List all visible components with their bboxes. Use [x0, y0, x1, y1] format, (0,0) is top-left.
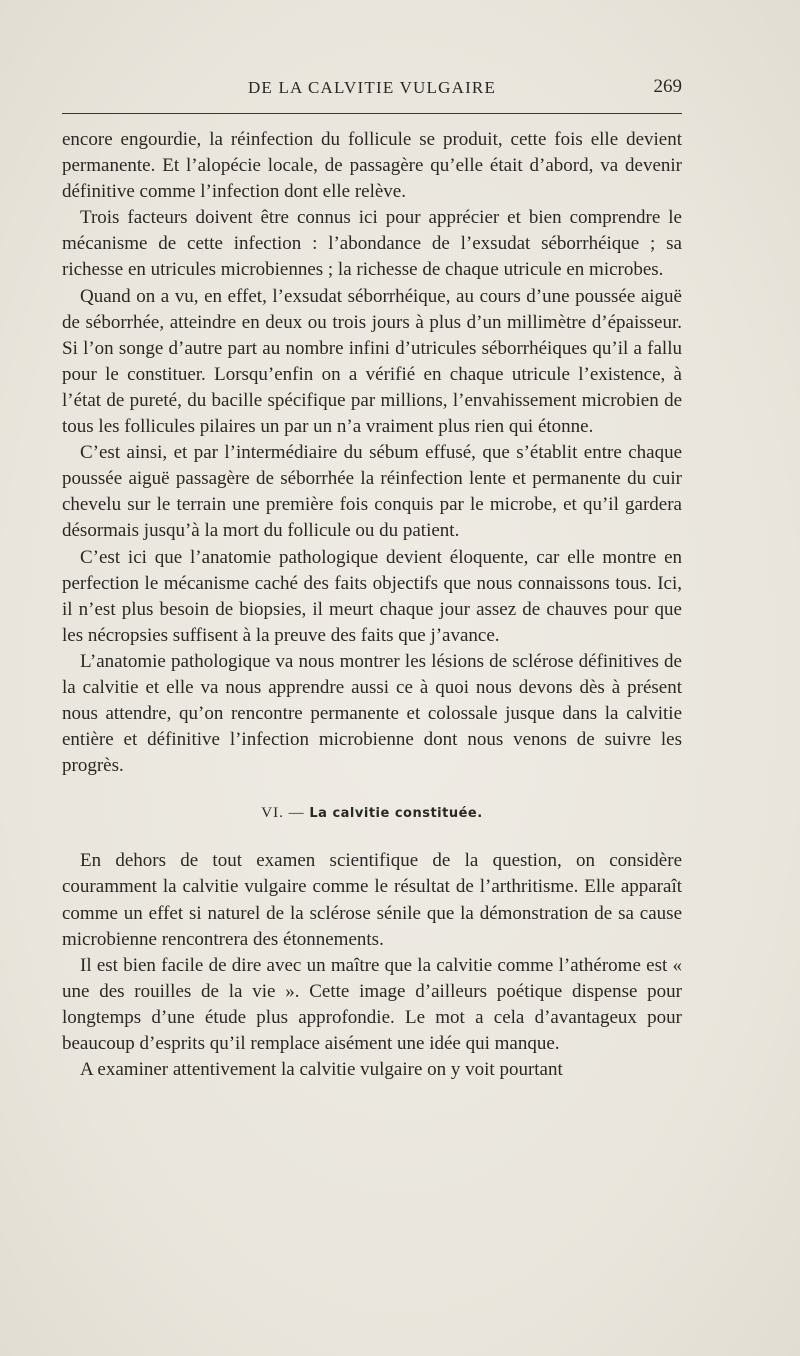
paragraph: Trois facteurs doivent être connus ici pour apprécier et bien comprendre le mécanisme de cette infection : l’abondance de l’exsudat séborrhéique ; sa richesse en utricules microbiennes ; la richesse de chaque utricule en microbes.	[62, 207, 682, 281]
paragraph: Il est bien facile de dire avec un maître que la calvitie comme l’athérome est « une des rouilles de la vie ». Cette image d’ailleurs poétique dispense pour longtemps d’une étude plus approfondie. Le mot a cela d’avantageux pour beaucoup d’esprits qu’il remplace aisément une idée qui manque.	[62, 954, 682, 1054]
paragraph: encore engourdie, la réinfection du follicule se produit, cette fois elle devient permanente. Et l’alopécie locale, de passagère qu’elle était d’abord, va devenir définitive comme l’infection dont elle relève.	[62, 129, 682, 203]
section-title: La calvitie constituée.	[309, 806, 483, 822]
paragraph: L’anatomie pathologique va nous montrer les lésions de sclérose définitives de la calvitie et elle va nous apprendre aussi ce à quoi nous devons dès à présent nous attendre, qu’on rencontre permanente et colossale jusque dans la calvitie entière et définitive l’infection microbienne dont nous venons de suivre les progrès.	[62, 650, 682, 777]
paragraph: En dehors de tout examen scientifique de la question, on considère couramment la calvitie vulgaire comme le résultat de l’arthritisme. Elle apparaît comme un effet si naturel de la sclérose sénile que la démonstration de sa cause microbienne rencontrera des étonnements.	[62, 850, 682, 950]
page-number: 269	[653, 76, 682, 97]
header-rule	[62, 113, 682, 114]
page-header	[62, 74, 682, 104]
paragraph: C’est ainsi, et par l’intermédiaire du sébum effusé, que s’établit entre chaque poussée aiguë passagère de séborrhée la réinfection lente et permanente du cuir chevelu sur le terrain une première fois conquis par le microbe, et qu’il gardera désormais jusqu’à la mort du follicule ou du patient.	[62, 442, 682, 542]
section-heading	[62, 803, 682, 824]
running-title: DE LA CALVITIE VULGAIRE	[247, 78, 497, 97]
paragraph: Quand on a vu, en effet, l’exsudat séborrhéique, au cours d’une poussée aiguë de séborrhée, atteindre en deux ou trois jours à plus d’un millimètre d’épaisseur. Si l’on songe d’autre part au nombre infini d’utricules séborrhéiques qu’il a fallu pour le constituer. Lorsqu’enfin on a vérifié en chaque utricule l’existence, à l’état de pureté, du bacille spécifique par millions, l’envahissement microbien de tous les follicules pilaires un par un n’a vraiment plus rien qui étonne.	[62, 285, 682, 438]
body-text	[62, 127, 682, 1083]
section-number: VI. —	[261, 805, 305, 822]
paragraph: C’est ici que l’anatomie pathologique devient éloquente, car elle montre en perfection le mécanisme caché des faits objectifs que nous connaissons tous. Ici, il n’est plus besoin de biopsies, il meurt chaque jour assez de chauves pour que les nécropsies suffisent à la preuve des faits que j’avance.	[62, 546, 682, 646]
paragraph: A examiner attentivement la calvitie vulgaire on y voit pourtant	[80, 1059, 563, 1081]
